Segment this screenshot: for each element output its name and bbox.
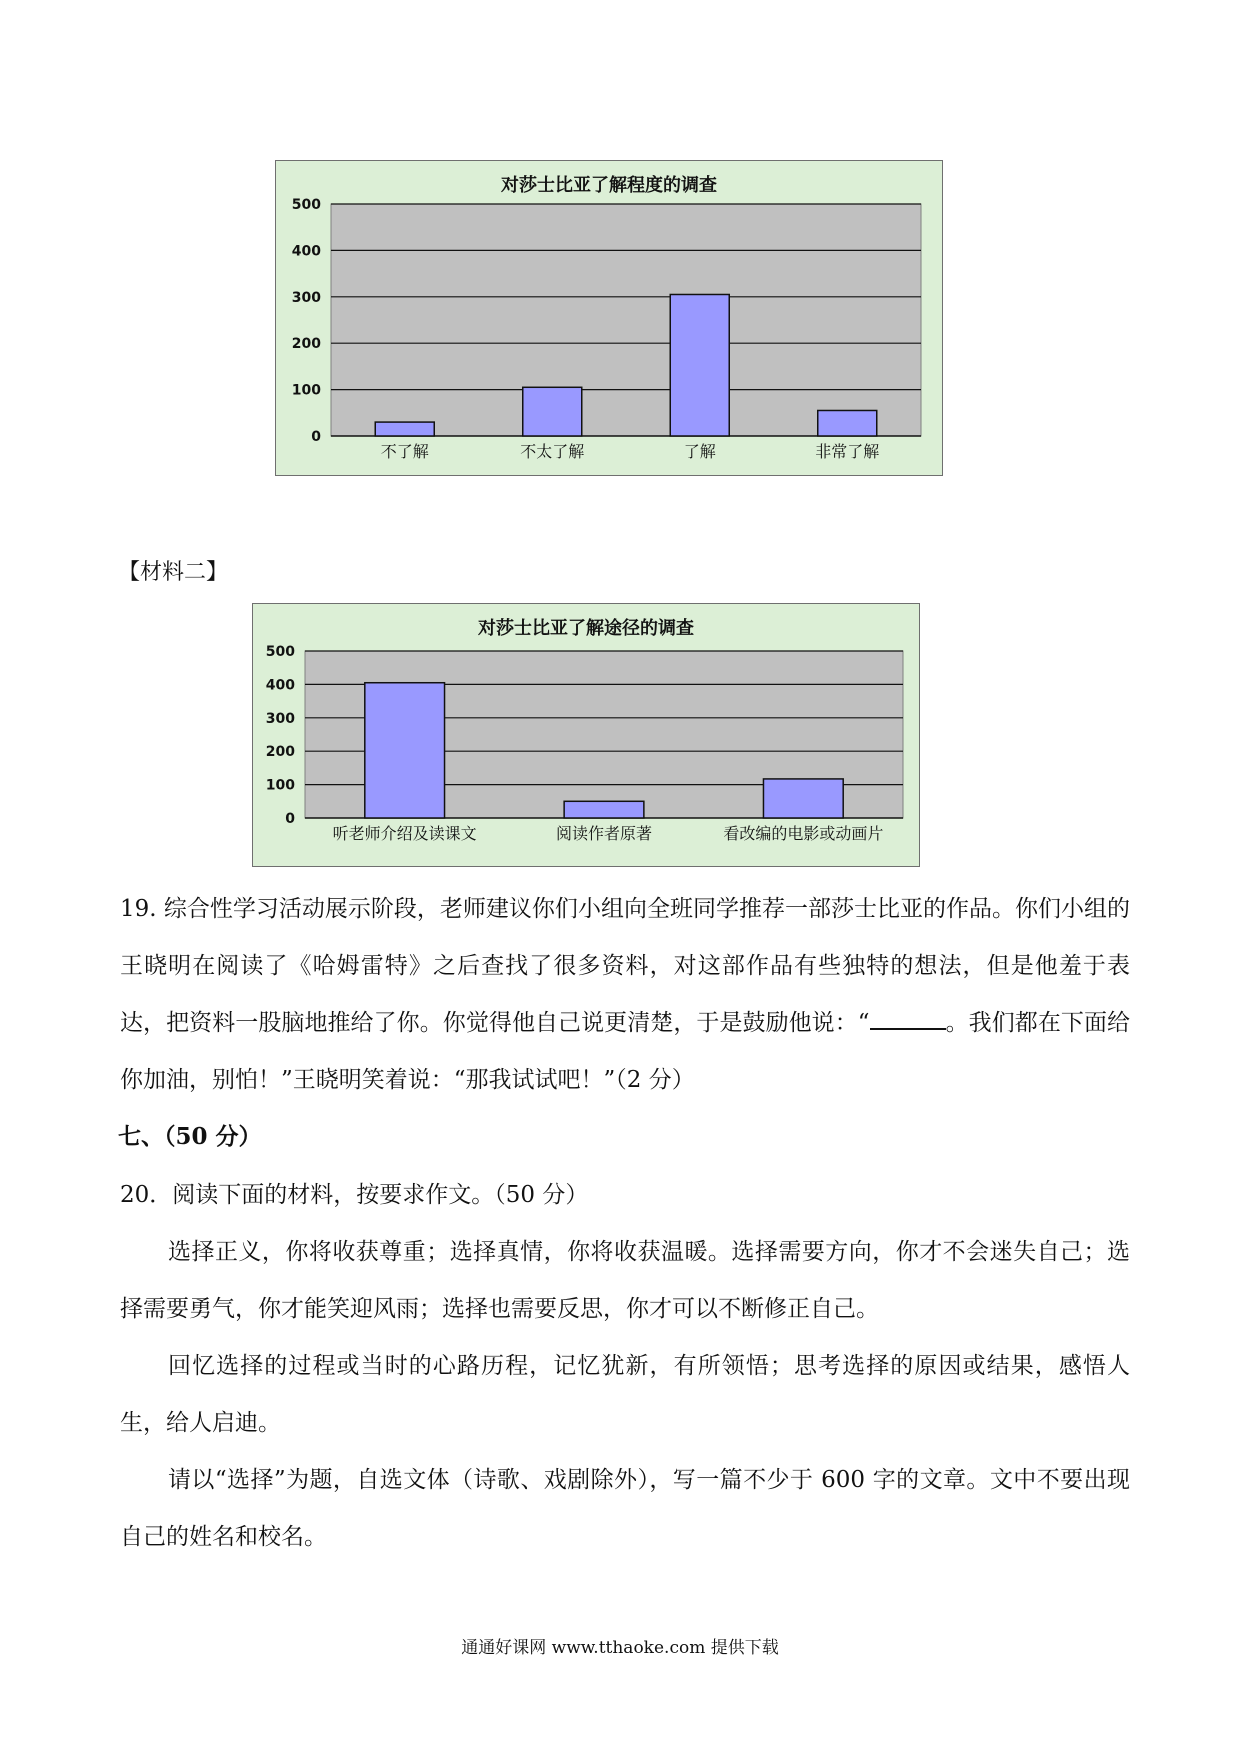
chart-1-ytick-label: 400 <box>291 243 321 260</box>
question-19 <box>120 881 1130 1109</box>
question-20-material-p2: 回忆选择的过程或当时的心路历程，记忆犹新，有所领悟；思考选择的原因或结果，感悟人生，给人启迪。 <box>120 1353 1130 1436</box>
chart-1-ytick-label: 200 <box>291 336 321 353</box>
chart-1-ytick-label: 300 <box>291 289 321 306</box>
question-19-text-b: 。我们都在下面给你加油，别怕！”王晓明笑着说：“那我试试吧！”（2 分） <box>120 1010 1130 1093</box>
chart-2-ytick-label: 0 <box>285 811 295 827</box>
chart-2-ytick-label: 500 <box>265 644 295 660</box>
question-20-requirement: 请以“选择”为题，自选文体（诗歌、戏剧除外），写一篇不少于 600 字的文章。文中不要出现自己的姓名和校名。 <box>120 1467 1130 1550</box>
chart-2-ytick-label: 400 <box>265 677 295 694</box>
chart-understanding-level <box>275 160 943 476</box>
chart-1-title: 对莎士比亚了解程度的调查 <box>501 175 717 196</box>
chart-2-bar <box>365 683 445 818</box>
chart-1-category-label: 非常了解 <box>815 442 880 461</box>
chart-1-category-label: 了解 <box>683 442 716 461</box>
chart-1-bar <box>523 387 582 436</box>
chart-1-bar <box>818 410 877 436</box>
chart-1-plot-area <box>331 204 921 436</box>
answer-blank <box>870 1008 946 1030</box>
chart-2-bar <box>763 779 843 818</box>
chart-1-category-label: 不太了解 <box>520 442 585 461</box>
chart-2-bar <box>564 801 644 818</box>
chart-1-ytick-label: 100 <box>291 382 321 399</box>
chart-1-bar <box>670 294 729 436</box>
chart-2-category-label: 听老师介绍及读课文 <box>332 824 477 843</box>
chart-2-title: 对莎士比亚了解途径的调查 <box>478 618 694 639</box>
chart-1-plot <box>276 161 944 477</box>
page-footer: 通通好课网 www.tthaoke.com 提供下载 <box>461 1638 779 1658</box>
question-19-text-a: 19. 综合性学习活动展示阶段，老师建议你们小组向全班同学推荐一部莎士比亚的作品。你们小组的王晓明在阅读了《哈姆雷特》之后查找了很多资料，对这部作品有些独特的想法，但是他羞于表达，把资料一股脑地推给了你。你觉得他自己说更清楚，于是鼓励他说：“ <box>120 896 1130 1036</box>
chart-1-ytick-label: 500 <box>291 197 321 213</box>
question-20-material-p1: 选择正义，你将收获尊重；选择真情，你将收获温暖。选择需要方向，你才不会迷失自己；选择需要勇气，你才能笑迎风雨；选择也需要反思，你才可以不断修正自己。 <box>120 1239 1130 1322</box>
chart-understanding-channel <box>252 603 920 867</box>
chart-2-plot <box>253 604 921 868</box>
section-seven-heading: 七、（50 分） <box>118 1123 262 1150</box>
chart-2-category-label: 阅读作者原著 <box>555 824 653 843</box>
chart-1-bar <box>375 422 434 436</box>
chart-2-ytick-label: 300 <box>265 710 295 727</box>
chart-2-ytick-label: 200 <box>265 744 295 761</box>
chart-2-ytick-label: 100 <box>265 777 295 794</box>
chart-2-category-label: 看改编的电影或动画片 <box>723 824 884 843</box>
chart-1-ytick-label: 0 <box>311 429 321 445</box>
material-two-label: 【材料二】 <box>118 560 229 585</box>
chart-1-category-label: 不了解 <box>380 442 429 461</box>
question-20-intro: 20．阅读下面的材料，按要求作文。（50 分） <box>120 1182 589 1208</box>
